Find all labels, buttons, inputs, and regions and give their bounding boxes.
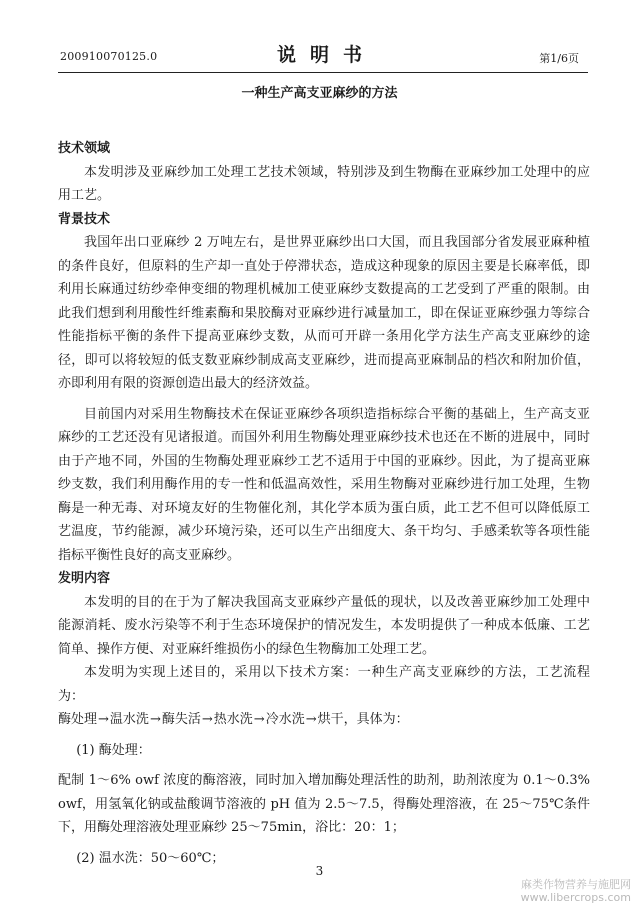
flow-step: 温水洗 (109, 712, 149, 727)
background-paragraph-2: 目前国内对采用生物酶技术在保证亚麻纱各项织造指标综合平衡的基础上，生产高支亚麻纱的工艺还没有见诸报道。而国外利用生物酶处理亚麻纱技术也还在不断的进展中，同时由于产地不同，外国的生物酶处理亚麻纱工艺不适用于中国的亚麻纱。因此，为了提高亚麻纱支数，我们利用酶作用的专一性和低温高效性，采用生物酶对亚麻纱进行加工处理，生物酶是一种无毒、对环境友好的生物催化剂，其化学本质为蛋白质，此工艺不但可以降低原工艺温度，节约能源，减少环境污染，还可以生产出细度大、条干均匀、手感柔软等各项性能指标平衡性良好的高支亚麻纱。 (58, 406, 590, 563)
document-title: 一种生产高支亚麻纱的方法 (241, 86, 398, 101)
header-title: 说明书 (276, 44, 376, 66)
flow-step: 冷水洗 (265, 712, 305, 727)
section-heading-background: 背景技术 (58, 211, 111, 227)
process-flow (58, 708, 590, 732)
step-1-text: 配制 1～6% owf 浓度的酶溶液，同时加入增加酶处理活性的助剂，助剂浓度为 0.1～0.3% owf，用氢氧化钠或盐酸调节溶液的 pH 值为 2.5～7.5，得酶处理溶液，在 25～75℃条件下，用酶处理溶液处理亚麻纱 25～75min，浴比：20：1； (58, 773, 590, 835)
invention-paragraph-1: 本发明的目的在于为了解决我国高支亚麻纱产量低的现状，以及改善亚麻纱加工处理中能源消耗、废水污染等不利于生态环境保护的情况发生，本发明提供了一种成本低廉、工艺简单、操作方便、对亚麻纤维损伤小的绿色生物酶加工处理工艺。 (58, 594, 590, 657)
application-number: 200910070125.0 (60, 50, 158, 63)
page-number: 3 (315, 864, 324, 878)
arrow-icon: → (98, 712, 109, 727)
arrow-icon: → (201, 712, 213, 727)
page-info: 第1/6页 (539, 52, 579, 65)
step-1-label: (1) 酶处理： (76, 742, 151, 758)
background-paragraph-1: 我国年出口亚麻纱 2 万吨左右，是世界亚麻纱出口大国，而且我国部分省发展亚麻种植的条件良好，但原料的生产却一直处于停滞状态，造成这种现象的原因主要是长麻率低，即利用长麻通过纺纱牵伸变细的物理机械加工使亚麻纱支数提高的工艺受到了严重的限制。由此我们想到利用酸性纤维素酶和果胶酶对亚麻纱进行减量加工，即在保证亚麻纱强力等综合性能指标平衡的条件下提高亚麻纱支数，从而可开辟一条用化学方法生产高支亚麻纱的途径，即可以将较短的低支数亚麻纱制成高支亚麻纱，进而提高亚麻制品的档次和附加价值，亦即利用有限的资源创造出最大的经济效益。 (58, 235, 590, 391)
document-body (58, 137, 590, 870)
watermark (521, 878, 631, 904)
watermark-line-1: 麻类作物营养与施肥网 (521, 878, 631, 891)
flow-suffix: ，具体为： (343, 712, 409, 727)
step-2-label: (2) 温水洗：50～60℃； (76, 850, 225, 866)
arrow-icon: → (253, 712, 265, 727)
watermark-line-2: www.libercrops.com (520, 891, 631, 904)
section-heading-invention: 发明内容 (58, 571, 111, 586)
tech-field-paragraph: 本发明涉及亚麻纱加工处理工艺技术领域，特别涉及到生物酶在亚麻纱加工处理中的应用工艺。 (58, 164, 590, 203)
flow-step: 热水洗 (213, 712, 253, 727)
flow-step: 烘干 (317, 712, 344, 727)
section-heading-tech-field: 技术领域 (58, 141, 111, 156)
invention-paragraph-2: 本发明为实现上述目的，采用以下技术方案：一种生产高支亚麻纱的方法，工艺流程为： (58, 665, 590, 704)
arrow-icon: → (149, 712, 161, 727)
header-divider (58, 72, 588, 73)
arrow-icon: → (305, 712, 317, 727)
flow-step: 酶失活 (161, 712, 201, 727)
flow-step: 酶处理 (58, 712, 98, 727)
